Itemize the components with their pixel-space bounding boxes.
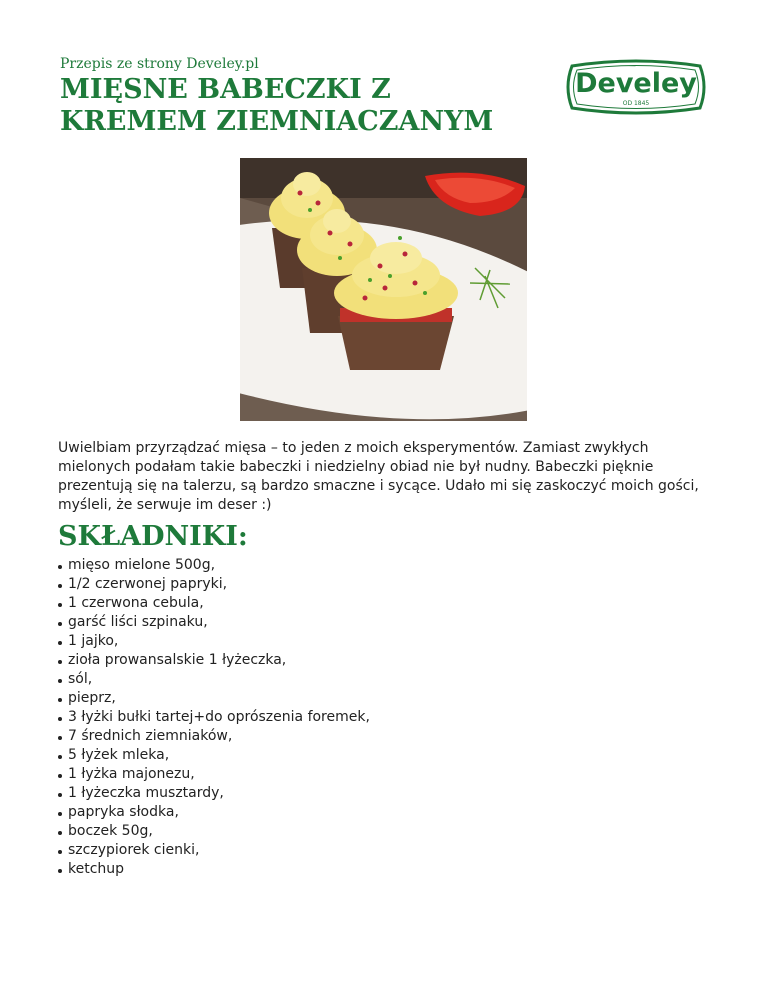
logo-tagline: OD 1845 (622, 100, 650, 107)
ingredients-heading: SKŁADNIKI: (58, 521, 248, 552)
recipe-title: MIĘSNE BABECZKI Z KREMEM ZIEMNIACZANYM (60, 74, 494, 137)
ingredient-item: zioła prowansalskie 1 łyżeczka, (58, 651, 370, 670)
ingredient-item: ketchup (58, 860, 370, 879)
ingredient-item: garść liści szpinaku, (58, 613, 370, 632)
ingredient-item: papryka słodka, (58, 803, 370, 822)
ingredient-item: 1 łyżeczka musztardy, (58, 784, 370, 803)
ingredient-item: 7 średnich ziemniaków, (58, 727, 370, 746)
ingredient-item: boczek 50g, (58, 822, 370, 841)
develey-logo (562, 58, 710, 116)
ingredient-item: 3 łyżki bułki tartej+do oprószenia foremek, (58, 708, 370, 727)
intro-text: Uwielbiam przyrządzać mięsa – to jeden z moich eksperymentów. Zamiast zwykłych mielonych podałam takie babeczki i niedzielny obiad nie był nudny. Babeczki pięknie prezentują się na talerzu, są bardzo smaczne i sycące. Udało mi się zaskoczyć moich gości, myśleli, że serwuje im deser :) (58, 440, 699, 513)
ingredient-item: 5 łyżek mleka, (58, 746, 370, 765)
source-line: Przepis ze strony Develey.pl (60, 56, 259, 72)
ingredient-item: 1 czerwona cebula, (58, 594, 370, 613)
ingredient-item: pieprz, (58, 689, 370, 708)
ingredient-item: mięso mielone 500g, (58, 556, 370, 575)
ingredient-item: szczypiorek cienki, (58, 841, 370, 860)
ingredient-item: 1 jajko, (58, 632, 370, 651)
logo-wordmark: Develey (575, 68, 697, 99)
ingredient-item: 1/2 czerwonej papryki, (58, 575, 370, 594)
ingredient-item: sól, (58, 670, 370, 689)
recipe-photo (240, 158, 527, 421)
ingredient-item: 1 łyżka majonezu, (58, 765, 370, 784)
ingredients-list (58, 556, 370, 879)
